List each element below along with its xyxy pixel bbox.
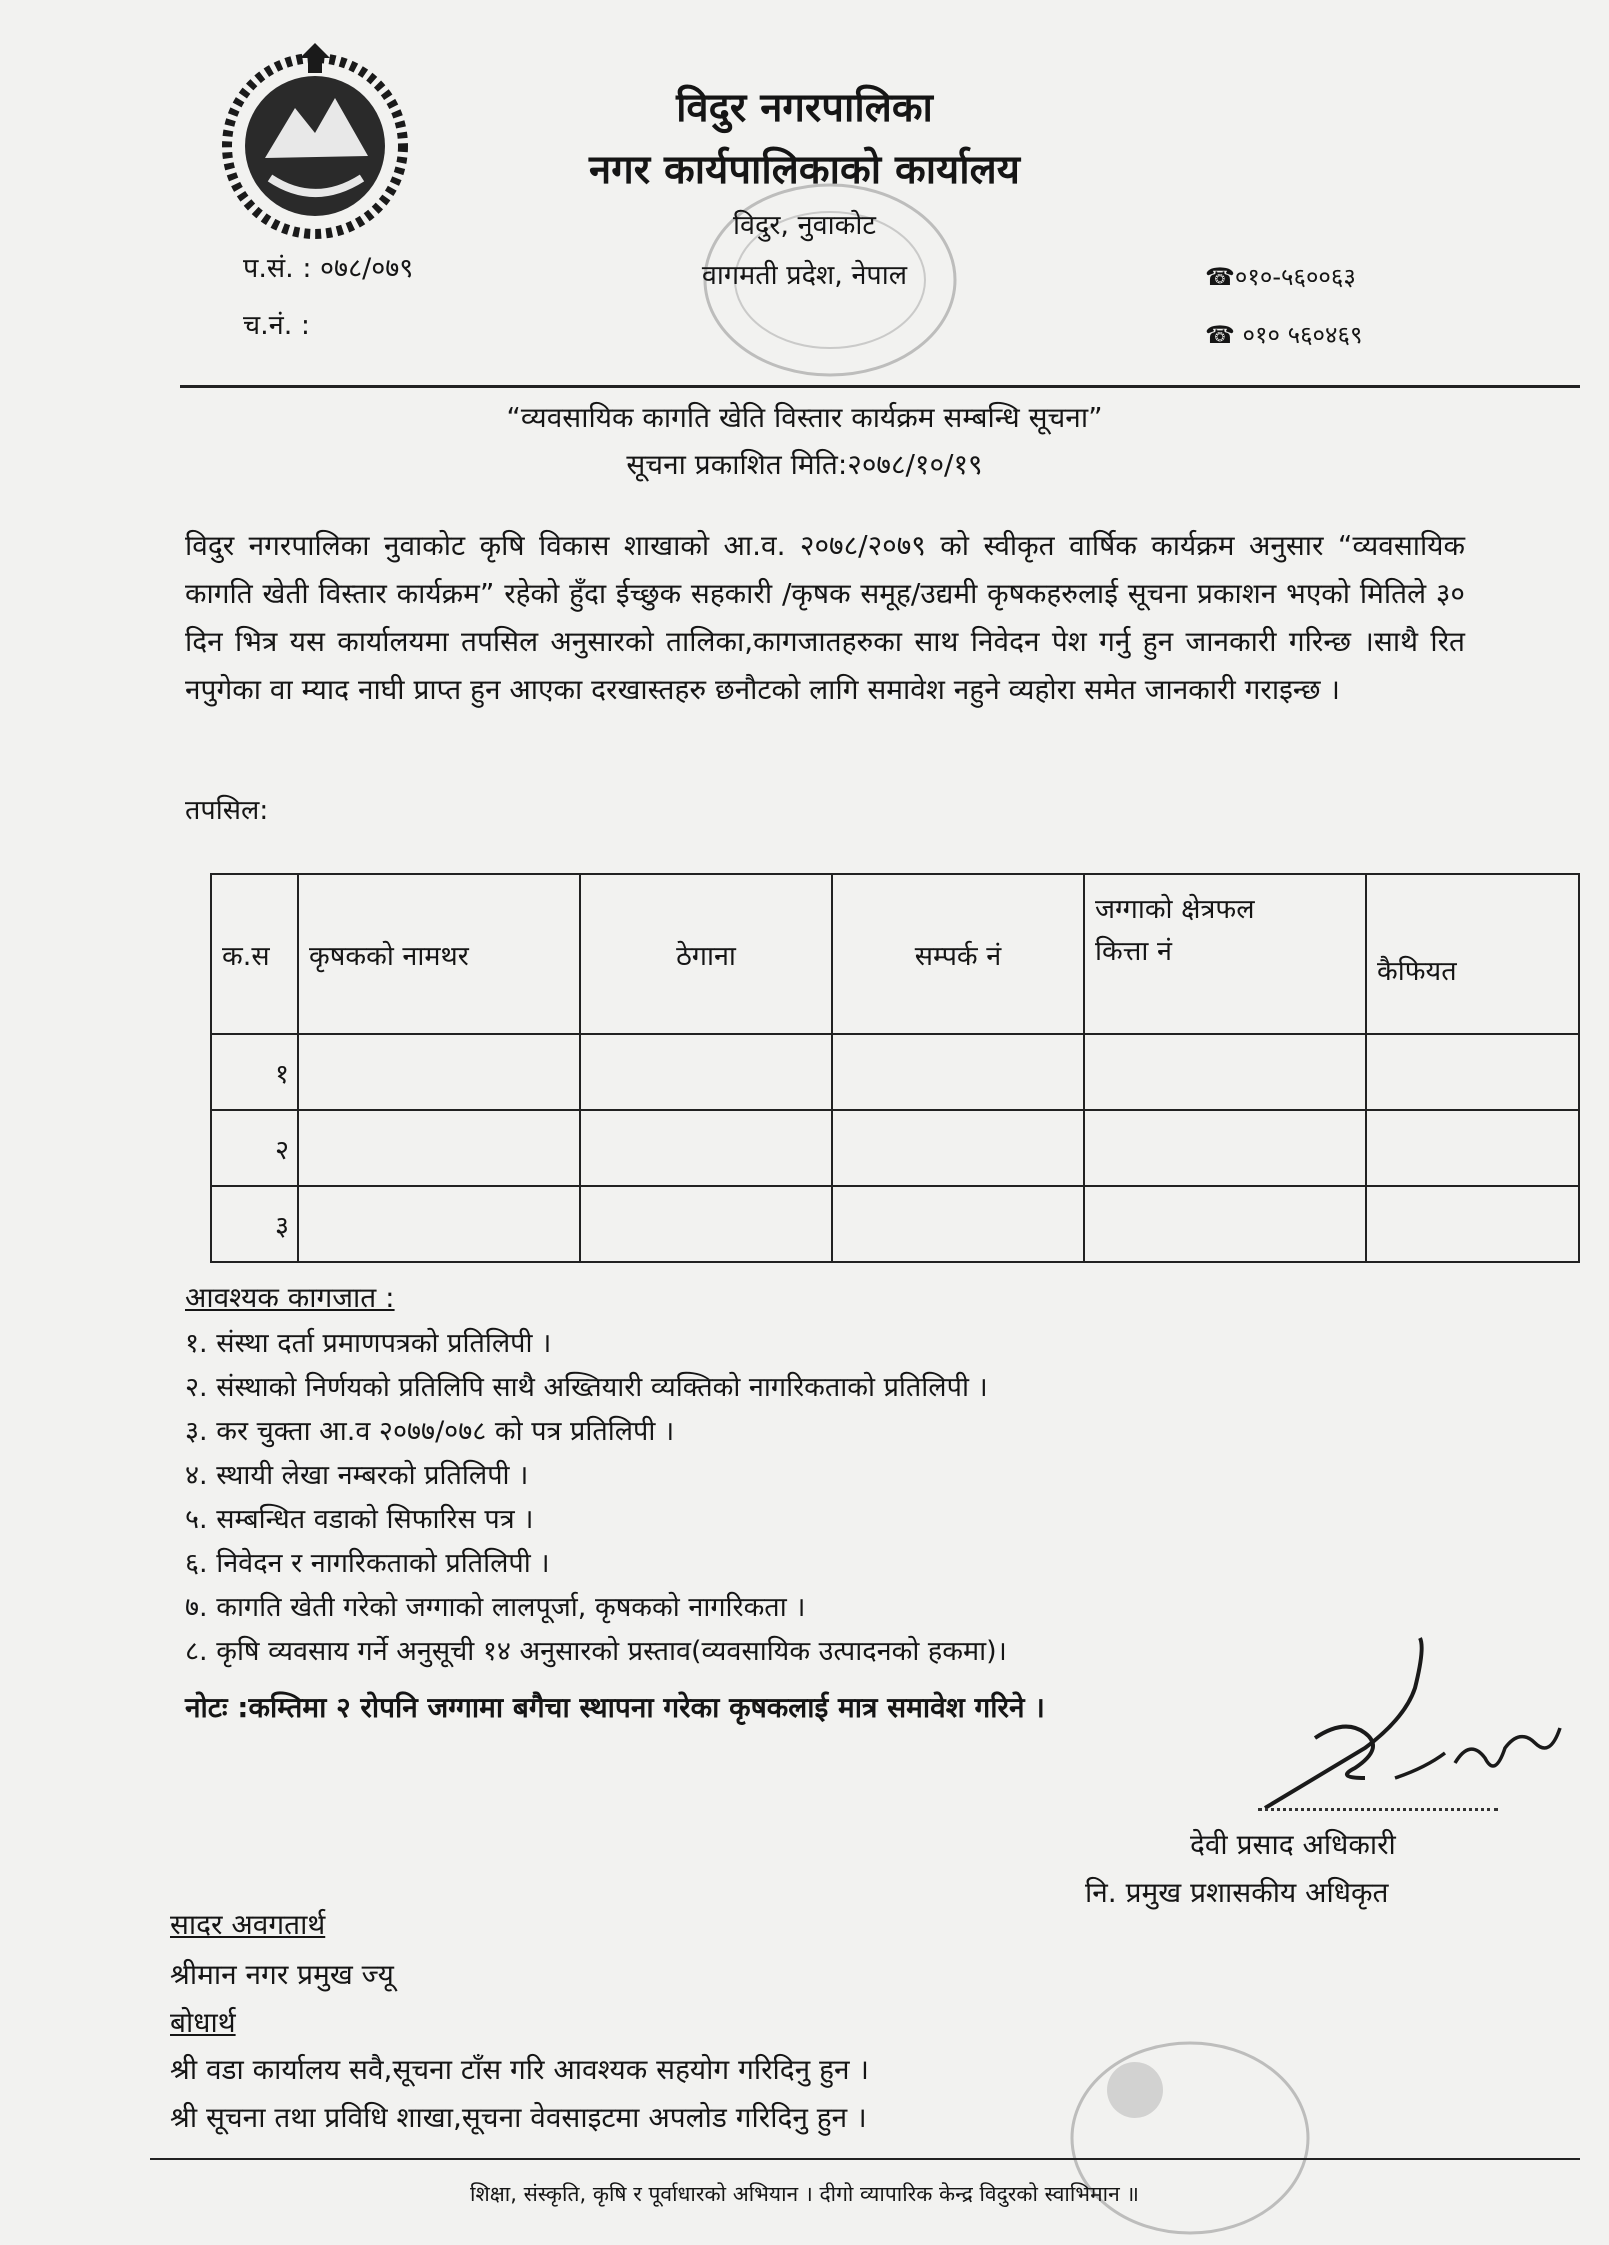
table-row bbox=[211, 1110, 1579, 1186]
cell bbox=[298, 1110, 580, 1186]
row-serial: २ bbox=[211, 1110, 298, 1186]
notice-subject: “व्यवसायिक कागति खेति विस्तार कार्यक्रम सम्बन्धि सूचना” bbox=[506, 401, 1103, 434]
cell bbox=[1366, 1110, 1579, 1186]
action-label: बोधार्थ bbox=[170, 2006, 236, 2039]
footer-slogan: शिक्षा, संस्कृति, कृषि र पूर्वाधारको अभियान । दीगो व्यापारिक केन्द्र विदुरको स्वाभिमान ॥ bbox=[470, 2182, 1139, 2206]
info-recipient: श्रीमान नगर प्रमुख ज्यू bbox=[170, 1958, 394, 1991]
notice-body: विदुर नगरपालिका नुवाकोट कृषि विकास शाखाको आ.व. २०७८/२०७९ को स्वीकृत वार्षिक कार्यक्रम अनुसार “व्यवसायिक कागति खेती विस्तार कार्यक्रम” रहेको हुँदा ईच्छुक सहकारी /कृषक समूह/उद्यमी कृषकहरुलाई सूचना प्रकाशन भएको मितिले ३० दिन भित्र यस कार्यालयमा तपसिल अनुसारको तालिका,कागजातहरुका साथ निवेदन पेश गर्नु हुन जानकारी गरिन्छ ।साथै रित नपुगेका वा म्याद नाघी प्राप्त हुन आएका दरखास्तहरु छनौटको लागि समावेश नहुने व्यहोरा समेत जानकारी गराइन्छ । bbox=[185, 529, 1465, 706]
address-line2: वागमती प्रदेश, नेपाल bbox=[701, 260, 908, 291]
header-divider bbox=[180, 385, 1580, 388]
table-row bbox=[211, 1034, 1579, 1110]
handwritten-signature bbox=[1255, 1628, 1575, 1828]
col-serial: क.स bbox=[211, 874, 298, 1034]
tapasil-label: तपसिल: bbox=[185, 795, 269, 826]
address-line1: विदुर, नुवाकोट bbox=[733, 210, 876, 241]
info-label: सादर अवगतार्थ bbox=[170, 1908, 326, 1941]
cell bbox=[832, 1110, 1084, 1186]
list-item: ७. कागति खेती गरेको जग्गाको लालपूर्जा, कृषकको नागरिकता । bbox=[185, 1592, 806, 1623]
cell bbox=[1366, 1034, 1579, 1110]
phone-number-2: ☎ ०१० ५६०४६९ bbox=[1205, 321, 1363, 349]
action-recipient-1: श्री वडा कार्यालय सवै,सूचना टाँस गरि आवश्यक सहयोग गरिदिनु हुन । bbox=[170, 2053, 870, 2086]
col-address: ठेगाना bbox=[580, 874, 832, 1034]
cell bbox=[832, 1034, 1084, 1110]
office-stamp bbox=[1060, 2030, 1320, 2245]
footer-divider bbox=[150, 2158, 1580, 2160]
cell bbox=[832, 1186, 1084, 1262]
cell bbox=[1366, 1186, 1579, 1262]
list-item: १. संस्था दर्ता प्रमाणपत्रको प्रतिलिपी । bbox=[185, 1328, 552, 1359]
cell bbox=[298, 1034, 580, 1110]
row-serial: ३ bbox=[211, 1186, 298, 1262]
cell bbox=[580, 1034, 832, 1110]
dispatch-number: च.नं. : bbox=[243, 310, 310, 341]
action-recipient-2: श्री सूचना तथा प्रविधि शाखा,सूचना वेवसाइटमा अपलोड गरिदिनु हुन । bbox=[170, 2101, 867, 2134]
cell bbox=[298, 1186, 580, 1262]
org-name: विदुर नगरपालिका bbox=[676, 85, 933, 131]
row-serial: १ bbox=[211, 1034, 298, 1110]
table-header-row bbox=[211, 874, 1579, 1034]
cell bbox=[1084, 1186, 1366, 1262]
signatory-name: देवी प्रसाद अधिकारी bbox=[1190, 1828, 1396, 1861]
required-documents-title: आवश्यक कागजात : bbox=[185, 1281, 395, 1314]
col-land-area-label: जग्गाको क्षेत्रफल bbox=[1095, 894, 1255, 925]
cell bbox=[580, 1186, 832, 1262]
col-contact: सम्पर्क नं bbox=[832, 874, 1084, 1034]
col-remarks: कैफियत bbox=[1366, 874, 1579, 1034]
cell bbox=[580, 1110, 832, 1186]
phone-number-1: ☎०१०-५६००६३ bbox=[1205, 263, 1356, 291]
col-plot-no-label: कित्ता नं bbox=[1095, 936, 1172, 967]
list-item: ८. कृषि व्यवसाय गर्ने अनुसूची १४ अनुसारको प्रस्ताव(व्यवसायिक उत्पादनको हकमा)। bbox=[185, 1636, 1007, 1667]
list-item: ६. निवेदन र नागरिकताको प्रतिलिपी । bbox=[185, 1548, 550, 1579]
published-date: सूचना प्रकाशित मिति:२०७८/१०/१९ bbox=[626, 448, 983, 481]
eligibility-note: नोटः :कम्तिमा २ रोपनि जग्गामा बगैचा स्थापना गरेका कृषकलाई मात्र समावेश गरिने । bbox=[185, 1691, 1045, 1724]
col-land-area bbox=[1084, 874, 1366, 1034]
col-farmer-name: कृषकको नामथर bbox=[298, 874, 580, 1034]
applicant-table bbox=[210, 873, 1580, 1263]
signature-line bbox=[1258, 1808, 1498, 1811]
signatory-title: नि. प्रमुख प्रशासकीय अधिकृत bbox=[1085, 1876, 1389, 1909]
required-documents-list bbox=[185, 1322, 1007, 1674]
cell bbox=[1084, 1034, 1366, 1110]
list-item: २. संस्थाको निर्णयको प्रतिलिपि साथै अख्तियारी व्यक्तिको नागरिकताको प्रतिलिपी । bbox=[185, 1372, 988, 1403]
list-item: ३. कर चुक्ता आ.व २०७७/०७८ को पत्र प्रतिलिपी । bbox=[185, 1416, 675, 1447]
reference-number: प.सं. : ०७८/०७९ bbox=[243, 253, 414, 284]
office-name: नगर कार्यपालिकाको कार्यालय bbox=[589, 147, 1020, 193]
list-item: ५. सम्बन्धित वडाको सिफारिस पत्र । bbox=[185, 1504, 534, 1535]
cell bbox=[1084, 1110, 1366, 1186]
list-item: ४. स्थायी लेखा नम्बरको प्रतिलिपी । bbox=[185, 1460, 529, 1491]
table-row bbox=[211, 1186, 1579, 1262]
